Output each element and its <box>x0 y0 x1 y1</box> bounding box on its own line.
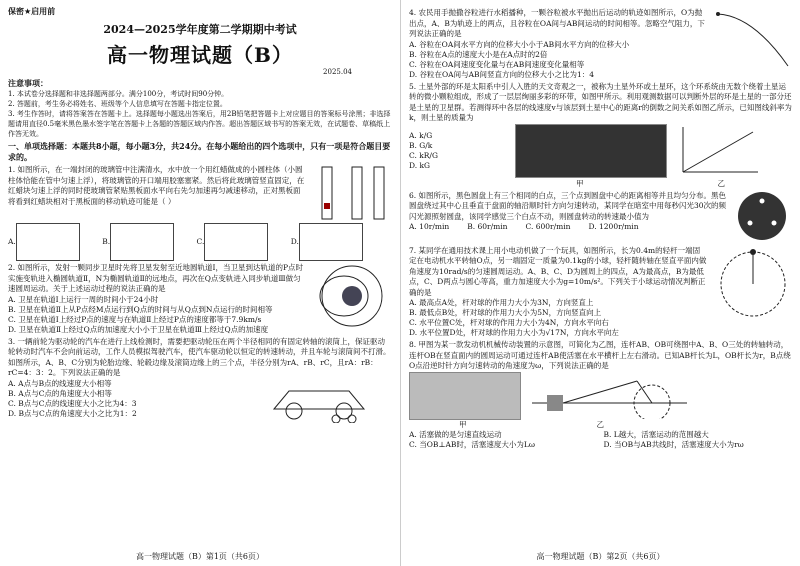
q4-option-b: B. 谷粒在A点的速度大小是在A点时的2倍 <box>409 49 548 59</box>
q8-option-b: B. L越大，活塞运动的范围越大 <box>603 429 709 439</box>
question-7: 7. 某同学在通用技术课上用小电动机做了一个玩具，如图所示，长为0.4m的轻杆一端固定在电动机水平转轴O点，另一端固定一质量为0.1kg的小球，轻杆随转轴在竖直平面内做角速度为10rad/s的匀速圆周运动。A、B、C、D为圆周上的四点，A为最高点，B为最低点，C、D两点与圆心等高，重力加速度大小为g=10m/s²。下列关于小球运动情况判断正确的是 <box>409 245 707 297</box>
secret-label: 保密★启用前 <box>8 7 56 16</box>
notice-2: 2. 答题前，考生务必将姓名、班级等个人信息填写在答题卡指定位置。 <box>8 100 227 108</box>
q5-caption-yi: 乙 <box>717 178 725 188</box>
q3-option-a: A. A点与B点的线速度大小相等 <box>8 378 112 388</box>
question-8: 8. 甲图为某一款发动机机械传动装置的示意图，可简化为乙图，连杆AB、OB可绕图中A、B、O三处的转轴转动，连杆OB在竖直面内的圆周运动可通过连杆AB使活塞在水平横杆上左右滑动。已知AB杆长为L，OB杆长为r，B点绕O点沿逆时针方向匀速转动的角速度为ω，下列说法正确的是 <box>409 340 791 370</box>
q2-option-d: D. 卫星在轨道Ⅱ上经过Q点的加速度大小小于卫星在轨道Ⅲ上经过Q点的加速度 <box>8 324 269 334</box>
q6-option-d: D. 1200r/min <box>588 222 639 231</box>
q1-option-a: A. <box>8 237 16 246</box>
q8-figure-captions <box>459 420 792 430</box>
q8-caption-jia: 甲 <box>459 419 467 429</box>
q2-option-b: B. 卫星在轨道Ⅱ上从P点经M点运行到Q点的时间与从Q点到N点运行的时间相等 <box>8 304 273 314</box>
q2-option-c: C. 卫星在轨道Ⅰ上经过P点的速度与在轨道Ⅱ上经过P点的速度都等于7.9km/s <box>8 314 262 324</box>
q7-option-a: A. 最高点A处，杆对球的作用力大小为3N，方向竖直上 <box>409 298 594 307</box>
q3-option-d: D. B点与C点的角速度大小之比为1：2 <box>8 408 137 418</box>
car-roller-figure <box>264 379 384 423</box>
q7-option-c: C. 水平位置C处，杆对球的作用力大小为4N，方向水平向右 <box>409 318 609 327</box>
v-vs-inverse-r-graph <box>673 124 763 179</box>
subject-title: 高一物理试题（B） <box>107 43 293 67</box>
page-2-footer: 高一物理试题（B）第2页（共6页） <box>536 552 665 561</box>
section-1-header: 一、单项选择题：本题共8小题，每小题3分，共24分。在每小题给出的四个选项中，只有一项是符合题目要求的。 <box>8 141 391 162</box>
engine-photo <box>409 372 521 420</box>
linkage-diagram <box>527 373 697 419</box>
q6-option-a: A. 10r/min <box>409 222 450 231</box>
q1-graph-c <box>204 223 268 261</box>
q6-option-b: B. 60r/min <box>467 222 508 231</box>
q7-option-b: B. 最低点B处，杆对球的作用力大小为5N，方向竖直向上 <box>409 308 602 317</box>
q6-option-c: C. 600r/min <box>525 222 571 231</box>
q6-options <box>409 222 729 232</box>
q5-figure-captions <box>509 179 792 189</box>
q1-option-c: C. <box>196 237 205 246</box>
trajectory-figure <box>713 6 792 76</box>
notice-title: 注意事项： <box>8 78 48 88</box>
q8-option-d: D. 当OB与AB共线时，活塞速度大小为rω <box>603 439 744 449</box>
q1-options <box>8 223 392 261</box>
q4-option-a: A. 谷粒在OA间水平方向的位移大小小于AB间水平方向的位移大小 <box>409 39 630 49</box>
q5-option-d: D. kG <box>409 161 431 170</box>
q1-option-b: B. <box>102 237 111 246</box>
q1-graph-b <box>110 223 174 261</box>
q5-option-c: C. kR/G <box>409 151 438 160</box>
q3-option-c: C. B点与C点的线速度大小之比为4：3 <box>8 398 137 408</box>
exam-date: 2025.04 <box>323 68 352 76</box>
question-3: 3. 一辆前轮为驱动轮的汽车在进行上线检测时，需要把驱动轮压在两个半径相同的有固定转轴的滚筒上，保证驱动轮转动时汽车不会向前运动，工作人员模拟驾驶汽车，使汽车驱动轮以恒定的转速转动，并且车轮与滚筒间不打滑。如图所示，A、B、C分别为轮胎边缘、轮毂边缘及滚筒边缘上的三个点，半径分别为rA、rB、rC，且rA：rB：rC=4：3：2。下列说法正确的是 <box>8 336 391 377</box>
notice-3: 3. 考生作答时，请将答案答在答题卡上。选择题每小题选出答案后，用2B铅笔把答题卡上对应题目的答案标号涂黑；非选择题请用直径0.5毫米黑色墨水签字笔在答题卡上各题的答题区域内作答。超出答题区域书写的答案无效，在试题卷、草稿纸上作答无效。 <box>8 110 391 138</box>
rotating-rod-figure <box>713 244 792 324</box>
q1-graph-d <box>299 223 363 261</box>
page-2 <box>400 0 800 566</box>
question-2: 2. 如图所示，发射一颗同步卫星时先将卫星发射至近地圆轨道Ⅰ，当卫星到达轨道的P点时实施变轨进入椭圆轨道Ⅱ，N为椭圆轨道Ⅱ的远地点，再次在Q点变轨进入同步轨道Ⅲ做匀速圆周运动。关于上述运动过程的说法正确的是 <box>8 263 304 293</box>
notice-1: 1. 本试卷分选择题和非选择题两部分。满分100分，考试时间90分钟。 <box>8 90 229 98</box>
question-1: 1. 如图所示，在一端封闭的玻璃管中注满清水，水中放一个用红蜡做成的小圆柱体（小圆柱体恰能在管中匀速上浮），将玻璃管的开口端用胶塞塞紧。然后将此玻璃管竖直固定，在红蜡块匀速上浮的同时使玻璃管紧贴黑板面水平向右先匀加速再匀减速移动，正对黑板面将看到红蜡块相对于黑板面的移动轨迹可能是（ ） <box>8 165 305 206</box>
q8-option-c: C. 当OB⊥AB时，活塞速度大小为Lω <box>409 439 535 449</box>
orbit-figure <box>312 261 392 331</box>
q1-option-d: D. <box>290 237 299 246</box>
q2-option-a: A. 卫星在轨道Ⅰ上运行一周的时间小于24小时 <box>8 294 159 304</box>
q8-caption-yi: 乙 <box>596 419 604 429</box>
q5-option-b: B. G/k <box>409 141 433 150</box>
q4-option-d: D. 谷粒在OA间与AB间竖直方向的位移大小之比为1：4 <box>409 69 595 79</box>
question-6: 6. 如图所示，黑色圆盘上有三个相同的白点，三个点到圆盘中心的距离相等并且均匀分布。黑色圆盘绕过其中心且垂直于盘面的轴沿顺时针方向匀速转动，某同学在暗室中用每秒闪光30次的频闪光源照射圆盘，该同学感觉三个白点不动，则圆盘转动的转速最小值为 <box>409 190 727 221</box>
q3-option-b: B. A点与C点的角速度大小相等 <box>8 388 112 398</box>
q5-option-a: A. k/G <box>409 131 433 140</box>
q5-caption-jia: 甲 <box>576 178 584 188</box>
saturn-photo <box>515 124 667 178</box>
q8-option-a: A. 活塞做的是匀速直线运动 <box>409 429 502 439</box>
tube-figure <box>312 163 392 223</box>
q4-option-c: C. 谷粒在OA间速度变化量与在AB间速度变化量相等 <box>409 59 585 69</box>
q1-graph-a <box>16 223 80 261</box>
page-1-footer: 高一物理试题（B）第1页（共6页） <box>135 552 265 561</box>
question-5: 5. 土星外部的环是太阳系中引人入胜的天文奇观之一，被称为土星外环或土星环，这个环系统由无数个绕着土星运转的微小颗粒组成，形成了一层层绚丽多彩的环带，如图甲所示。利用观测数据可以判断外层的环是土星的一部分还是土星的卫星群。若测得环中各层的线速度v与该层到土星中心的距离r的倒数之间关系如图乙所示，已知图线斜率为k，则土星的质量为 <box>409 81 792 122</box>
q7-option-d: D. 水平位置D处，杆对球的作用力大小为√17N，方向水平向左 <box>409 328 619 337</box>
disc-figure <box>735 189 790 244</box>
exam-title: 2024—2025学年度第二学期期中考试 <box>103 23 297 36</box>
question-4: 4. 农民用手抛撒谷粒进行水稻播种，一颗谷粒被水平抛出后运动的轨迹如图所示，O为抛出点，A、B为轨迹上的两点，且谷粒在OA间与AB间运动的时间相等。忽略空气阻力，下列说法正确的是 <box>409 8 705 38</box>
